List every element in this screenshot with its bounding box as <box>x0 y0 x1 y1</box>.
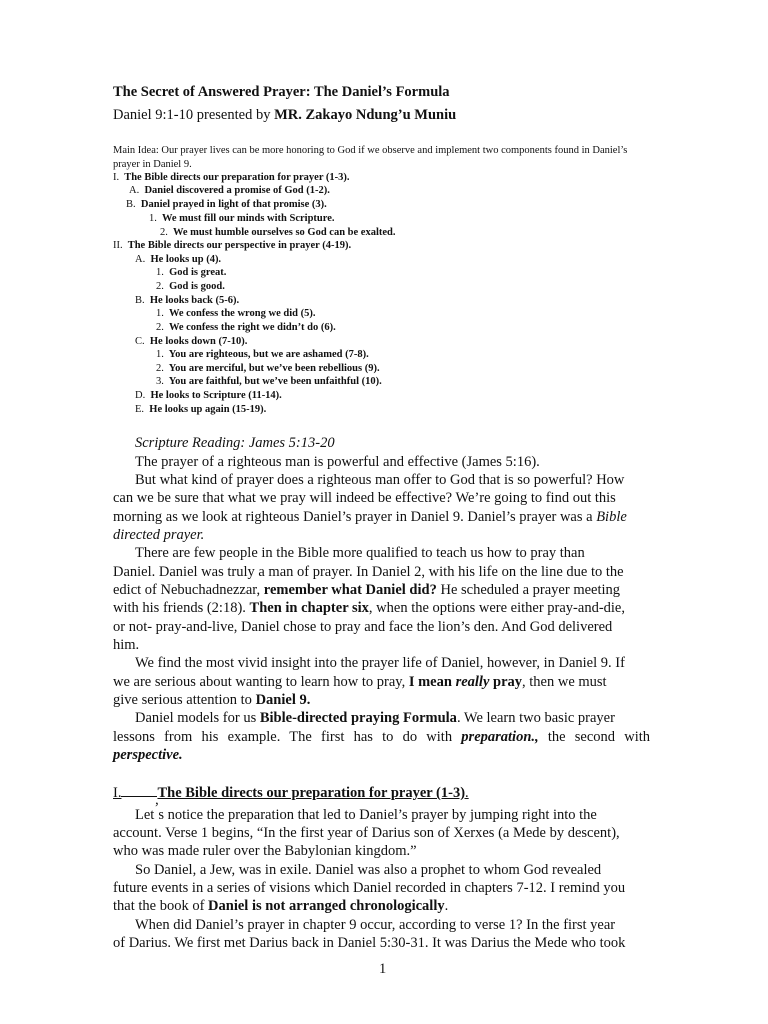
outline-item: B. Daniel prayed in light of that promise (3). <box>126 199 327 210</box>
main-idea: Main Idea: Our prayer lives can be more honoring to God if we observe and implement two components found in Daniel’s prayer in Daniel 9. <box>113 145 628 170</box>
outline-item: 1. We must fill our minds with Scripture. <box>149 213 335 224</box>
body-line: directed prayer. <box>113 527 205 543</box>
outline-item: 1. God is great. <box>156 267 227 278</box>
outline-item: A. He looks up (4). <box>135 254 222 265</box>
page-number: 1 <box>379 961 387 977</box>
body-line: But what kind of prayer does a righteous man offer to God that is so powerful? How <box>135 472 625 488</box>
outline-item: C. He looks down (7-10). <box>135 336 248 347</box>
body-line: with his friends (2:18). Then in chapter six, when the options were either pray-and-die, <box>113 600 625 616</box>
outline-item: 2. We must humble ourselves so God can be exalted. <box>160 227 396 238</box>
body-line: morning as we look at righteous Daniel’s prayer in Daniel 9. Daniel’s prayer was a Bible <box>113 509 627 525</box>
section-heading: I. The Bible directs our preparation for prayer (1-3). <box>113 785 469 801</box>
body-line: When did Daniel’s prayer in chapter 9 occur, according to verse 1? In the first year <box>135 917 616 933</box>
outline-item: 1. You are righteous, but we are ashamed (7-8). <box>156 349 369 360</box>
body-line: Let’s notice the preparation that led to Daniel’s prayer by jumping right into the <box>135 800 597 823</box>
body-line: edict of Nebuchadnezzar, remember what Daniel did? He scheduled a prayer meeting <box>113 582 621 598</box>
outline-item: A. Daniel discovered a promise of God (1-2). <box>129 185 330 196</box>
body-line: account. Verse 1 begins, “In the first year of Darius son of Xerxes (a Mede by descent), <box>113 825 620 841</box>
body-line: lessons from his example. The first has to do with preparation., the second with <box>113 729 651 745</box>
body-line: of Darius. We first met Darius back in Daniel 5:30-31. It was Darius the Mede who took <box>113 935 626 951</box>
body-line: give serious attention to Daniel 9. <box>113 692 311 708</box>
document-subtitle <box>113 107 456 124</box>
subtitle-reference: Daniel 9:1-10 presented by <box>113 107 275 123</box>
outline-item: B. He looks back (5-6). <box>135 295 240 306</box>
outline-item: II. The Bible directs our perspective in prayer (4-19). <box>113 240 352 251</box>
body-line: So Daniel, a Jew, was in exile. Daniel was also a prophet to whom God revealed <box>135 862 602 878</box>
body-line: or not- pray-and-live, Daniel chose to pray and face the lion’s den. And God delivered <box>113 619 613 635</box>
body-line: him. <box>113 637 140 653</box>
outline-item: 3. You are faithful, but we’ve been unfaithful (10). <box>156 376 382 387</box>
body-line: There are few people in the Bible more qualified to teach us how to pray than <box>135 545 585 561</box>
outline-item: 2. We confess the right we didn’t do (6). <box>156 322 336 333</box>
body-line: Daniel models for us Bible-directed praying Formula. We learn two basic prayer <box>135 710 615 726</box>
document-title: The Secret of Answered Prayer: The Daniel’s Formula <box>113 84 450 100</box>
outline-item: E. He looks up again (15-19). <box>135 404 267 415</box>
body-line: that the book of Daniel is not arranged chronologically. <box>113 898 449 914</box>
scripture-reading: Scripture Reading: James 5:13-20 <box>135 435 335 451</box>
outline-item: 1. We confess the wrong we did (5). <box>156 308 316 319</box>
body-line: We find the most vivid insight into the prayer life of Daniel, however, in Daniel 9. If <box>135 655 625 671</box>
body-line: future events in a series of visions which Daniel recorded in chapters 7-12. I remind you <box>113 880 626 896</box>
outline-item: 2. God is good. <box>156 281 225 292</box>
body-line: can we be sure that what we pray will indeed be effective? We’re going to find out this <box>113 490 616 506</box>
body-line: Daniel. Daniel was truly a man of prayer. In Daniel 2, with his life on the line due to the <box>113 564 624 580</box>
body-line: The prayer of a righteous man is powerful and effective (James 5:16). <box>135 454 540 470</box>
outline-item: D. He looks to Scripture (11-14). <box>135 390 282 401</box>
subtitle-author: MR. Zakayo Ndung’u Muniu <box>274 107 457 123</box>
outline-item: I. The Bible directs our preparation for prayer (1-3). <box>113 172 350 183</box>
outline-item: 2. You are merciful, but we’ve been rebellious (9). <box>156 363 380 374</box>
body-line: who was made ruler over the Babylonian kingdom.” <box>113 843 417 859</box>
body-line: we are serious about wanting to learn how to pray, I mean really pray, then we must <box>113 674 607 690</box>
body-line: perspective. <box>113 747 183 763</box>
